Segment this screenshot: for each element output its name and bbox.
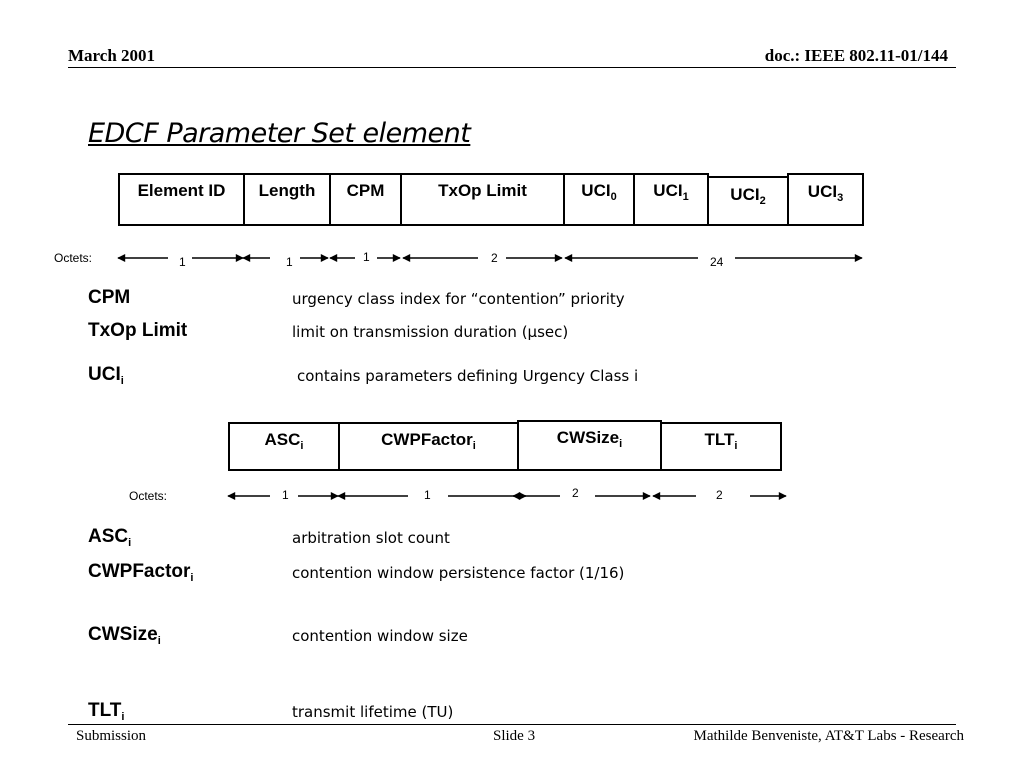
- header-doc-id: doc.: IEEE 802.11-01/144: [764, 46, 948, 65]
- table1-octet-length: 1: [286, 255, 293, 269]
- def-desc-tlt: transmit lifetime (TU): [292, 703, 454, 721]
- slide-title: EDCF Parameter Set element: [88, 118, 471, 149]
- def-desc-asc: arbitration slot count: [292, 529, 450, 547]
- table1-octet-cpm: 1: [363, 250, 370, 264]
- def-desc-cwpfactor: contention window persistence factor (1/16): [292, 564, 625, 582]
- table2-octets-label: Octets:: [129, 489, 168, 503]
- table2-octet-tlt: 2: [716, 488, 723, 502]
- table1-cell-cpm: CPM: [329, 173, 402, 226]
- header-date: March 2001: [68, 46, 156, 65]
- table1-octet-element-id: 1: [179, 255, 186, 269]
- table2-cell-asc: $ASC_i$: [228, 422, 340, 471]
- table2-octet-cwsize: 2: [572, 486, 579, 500]
- def-term-cwsize: CWSize$_i$: [88, 624, 161, 647]
- table2-cell-cwpfactor: CWPFactor$_i$: [338, 422, 519, 471]
- table1-cell-txop-limit: TxOp Limit: [400, 173, 565, 226]
- footer-author: Mathilde Benveniste, AT&T Labs - Research: [693, 728, 964, 744]
- def-desc-cpm: urgency class index for “contention” priority: [292, 290, 625, 308]
- def-desc-uci: contains parameters defining Urgency Class i: [297, 367, 639, 385]
- def-term-asc: $ASC_i$: [88, 526, 132, 549]
- table1-cell-uci3: $UCI_3$: [787, 173, 864, 226]
- def-term-cpm: CPM: [88, 287, 131, 308]
- def-desc-cwsize: contention window size: [292, 627, 468, 645]
- def-desc-txop-limit: limit on transmission duration (µsec): [292, 323, 569, 341]
- footer-submission: Submission: [76, 728, 147, 744]
- table1-octet-uci: 24: [710, 255, 724, 269]
- footer-slide-number: Slide 3: [493, 728, 536, 744]
- def-term-tlt: $TLT_i$: [88, 700, 125, 723]
- table1-octets-label: Octets:: [54, 251, 93, 265]
- table1-cell-uci1: $UCI_1$: [633, 173, 709, 226]
- table2-cell-tlt: $TLT_i$: [660, 422, 782, 471]
- table2-octet-asc: 1: [282, 488, 289, 502]
- def-term-txop-limit: TxOp Limit: [88, 320, 188, 341]
- table1-cell-element-id: Element ID: [118, 173, 245, 226]
- table1-octet-txop: 2: [491, 251, 498, 265]
- def-term-cwpfactor: CWPFactor$_i$: [88, 561, 194, 584]
- table1-cell-length: Length: [243, 173, 331, 226]
- table2-octet-cwpfactor: 1: [424, 488, 431, 502]
- def-term-uci: $UCI_i$: [88, 364, 124, 387]
- footer-rule: [68, 724, 956, 725]
- table1-cell-uci0: $UCI_0$: [563, 173, 635, 226]
- table1-cell-uci2: $UCI_2$: [707, 176, 789, 226]
- table2-cell-cwsize: CWSize$_i$: [517, 420, 662, 471]
